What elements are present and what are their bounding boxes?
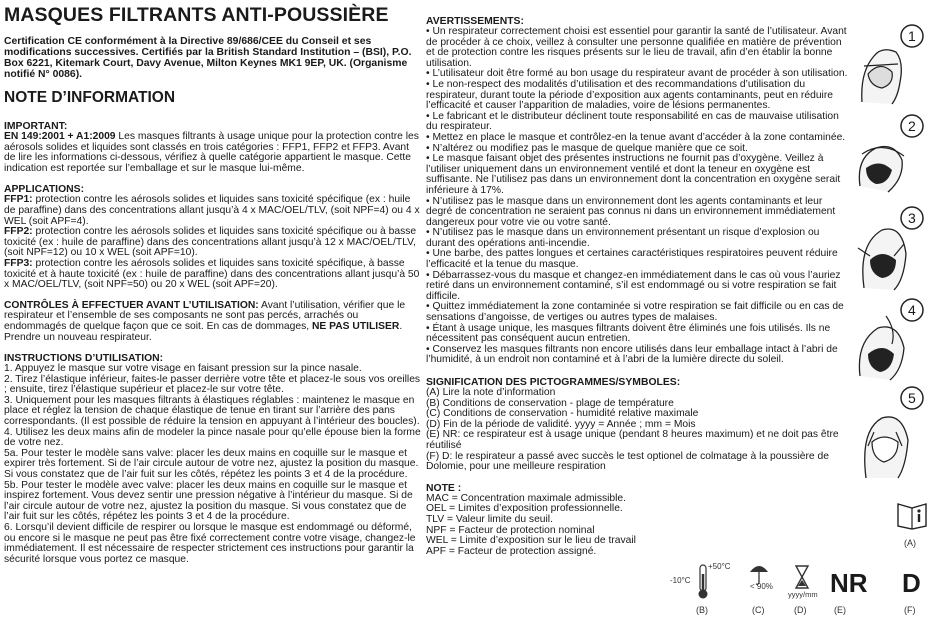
step-number-1: 1	[908, 28, 916, 44]
temp-low-label: -10°C	[670, 576, 691, 585]
note-item: OEL = Limites d’exposition professionnelle.	[426, 503, 623, 515]
instruction-step: 5a. Pour tester le modèle sans valve: placer les deux mains en coquille sur le masque et expirer très fortement. Si de l’air circule autour de votre nez, ajustez la position du masque. Si vous constatez que de l’air fuit sur les côtés, répétez les points 3 et 4 de la procédure.	[4, 447, 419, 481]
standard-ref: EN 149:2001 + A1:2009	[4, 131, 116, 142]
figure-step-4	[852, 296, 937, 384]
note-item: TLV = Valeur limite du seuil.	[426, 513, 553, 525]
note-item: NPF = Facteur de protection nominal	[426, 524, 595, 536]
pictogram-item: (D) Fin de la période de validité. yyyy = Année ; mm = Mois	[426, 418, 696, 430]
nr-symbol: NR	[830, 568, 868, 598]
warning-item: • Le fabricant et le distributeur déclinent toute responsabilité en cas de mauvaise utilisation du respirateur.	[426, 110, 839, 133]
mask-fitting-illustration-4	[852, 296, 937, 384]
warning-item: • Conservez les masques filtrants non encore utilisés dans leur emballage intact à l’abri de l’humidité, à un endroit non contaminé et à l’abri de la lumière directe du soleil.	[426, 343, 838, 366]
instruction-step: 1. Appuyez le masque sur votre visage en faisant pression sur la pince nasale.	[4, 363, 362, 375]
temp-high-label: +50°C	[708, 562, 731, 571]
hourglass-icon	[794, 564, 810, 590]
instruction-step: 2. Tirez l’élastique inférieur, faites-le passer derrière votre tête et placez-le sous vos oreilles ; ensuite, tirez l’élastique supérieur et placez-le sur votre tête.	[4, 373, 421, 396]
instruction-step: 4. Utilisez les deux mains afin de modeler la pince nasale pour qu’elle épouse bien la forme de votre nez.	[4, 426, 421, 449]
warnings-title: AVERTISSEMENTS:	[426, 16, 524, 27]
warning-item: • Le masque faisant objet des présentes instructions ne fournit pas d’oxygène. Veillez à l’utiliser uniquement dans un environnement ventilé et dont la teneur en oxygène est suffisante. Ne l’utilisez pas dans un environnement dont la concentration en oxygène serait inférieure à 17%.	[426, 153, 841, 196]
note-title: NOTE D’INFORMATION	[4, 89, 176, 106]
warning-item: • Un respirateur correctement choisi est essentiel pour garantir la santé de l’utilisateur. Avant de procéder à ce choix, veillez à consulter une personne qualifiée en matière de prévention et de protection contre les risques présents sur le lieu de travail, afin d’en établir la bonne utilisation.	[426, 26, 847, 69]
d-symbol: D	[902, 568, 921, 598]
controls-paragraph: CONTRÔLES À EFFECTUER AVANT L’UTILISATION: Avant l’utilisation, vérifier que le respirateur et l’ensemble de ses composants ne sont pas percés, arrachés ou endommagés de quelque façon que ce soit. En cas de dommages, NE PAS UTILISER. Prendre un nouveau respirateur.	[4, 299, 406, 343]
mask-fitting-illustration-1	[852, 22, 937, 110]
mask-fitting-illustration-2	[852, 112, 937, 200]
step-number-4: 4	[908, 302, 916, 318]
figure-step-1	[852, 22, 937, 110]
figures-column	[852, 0, 937, 631]
instruction-step: 3. Uniquement pour les masques filtrants à élastiques réglables : maintenez le masque en place et réglez la tension de chaque élastique de tenue en tirant sur l’arrière des pans correspondants. (Il est possible de réduire la tension en appuyant à l’intérieur des boucles).	[4, 394, 420, 428]
read-instructions-icon	[896, 500, 928, 530]
pictogram-item: (B) Conditions de conservation - plage de température	[426, 397, 674, 409]
note-label: NOTE :	[426, 482, 462, 494]
step-number-2: 2	[908, 118, 916, 134]
letter-d: (D)	[794, 605, 807, 615]
warning-item: • N’utilisez pas le masque dans un environnement présentant un risque d’explosion ou durant des opérations anti-incendie.	[426, 227, 820, 249]
note-item: WEL = Limite d’exposition sur le lieu de travail	[426, 535, 636, 547]
warning-item: • Quittez immédiatement la zone contaminée si votre respiration se fait difficile ou en cas de sensations d’angoisse, de vertiges ou autres types de malaises.	[426, 301, 844, 324]
warning-item: • N’utilisez pas le masque dans un environnement dont les agents contaminants et leur degré de concentration ne seraient pas connus ni dans un environnement immédiatement dangereux pour votre vie ou votre santé.	[426, 195, 836, 228]
note-item: MAC = Concentration maximale admissible.	[426, 492, 627, 504]
humidity-label: < 90%	[750, 582, 773, 591]
warning-item: • Le non-respect des modalités d’utilisation et des recommandations d’utilisation du respirateur, durant toute la période d’exposition aux agents contaminants, peut en réduire l’efficacité et causer l’apparition de maladies, voire de lésions permanentes.	[426, 78, 833, 112]
ffp3-paragraph: FFP3: protection contre les aérosols solides et liquides sans toxicité spécifique, à basse toxicité et à haute toxicité (ex : huile de paraffine) dans des concentrations allant jusqu’à 50 x MAC/OEL/TLV, (soit NPF=50) ou 20 x WEL (soit APF=20).	[4, 257, 420, 291]
letter-a: (A)	[904, 538, 916, 548]
step-number-3: 3	[908, 210, 916, 226]
letter-b: (B)	[696, 605, 708, 615]
note-item: APF = Facteur de protection assigné.	[426, 545, 597, 557]
pictogram-title: SIGNIFICATION DES PICTOGRAMMES/SYMBOLES:	[426, 377, 681, 388]
figure-step-3	[852, 204, 937, 292]
warning-item: • N’altérez ou modifiez pas le masque de quelque manière que ce soit.	[426, 142, 748, 154]
document-title: MASQUES FILTRANTS ANTI-POUSSIÈRE	[4, 4, 389, 26]
mask-fitting-illustration-5	[852, 384, 937, 480]
warning-item: • L’utilisateur doit être formé au bon usage du respirateur avant de procéder à son utilisation.	[426, 68, 848, 80]
mask-fitting-illustration-3	[852, 204, 937, 292]
warning-item: • Débarrassez-vous du masque et changez-en immédiatement dans le cas où vous l’auriez retiré dans un environnement contaminé, s’il est endommagé ou si votre respiration se fait difficile.	[426, 269, 841, 302]
expiry-label: yyyy/mm	[788, 590, 818, 599]
left-column	[4, 0, 422, 565]
pictogram-row	[670, 560, 868, 631]
warning-item: • Mettez en place le masque et contrôlez-en la tenue avant d’accéder à la zone contaminée.	[426, 131, 846, 143]
figure-step-5	[852, 384, 937, 480]
instruction-step: 6. Lorsqu’il devient difficile de respirer ou lorsque le masque est endommagé ou déformé, ou encore si le masque ne peut pas être fixé correctement contre votre visage, changez-le immédiatement. Il est nécessaire de respecter strictement ces instructions pour garantir la sécurité lorsque vous portez ce masque.	[4, 522, 416, 565]
warning-item: • Une barbe, des pattes longues et certaines caractéristiques respiratoires peuvent réduire l’efficacité et la tenue du masque.	[426, 248, 838, 271]
ffp1-paragraph: FFP1: protection contre les aérosols solides et liquides sans toxicité spécifique (ex : huile de paraffine) dans des concentrations allant jusqu’à 4 x MAC/OEL/TLV, (soit NPF=4) ou 4 x WEL (soit APF=4).	[4, 194, 420, 227]
instruction-step: 5b. Pour tester le modèle avec valve: placer les deux mains en coquille sur le masque et inspirez fortement. Vous devez sentir une pression négative à l’intérieur du masque. Si de l’air circule autour de votre nez, ajustez la position du masque. Si vous constatez que de l’air fuit sur les côtés, répétez les points 3 et 4 de la procédure.	[4, 479, 413, 523]
warning-item: • Étant à usage unique, les masques filtrants doivent être éliminés une fois utilisés. Ils ne nécessitent pas conséquent aucun entretien.	[426, 322, 831, 345]
pictogram-item: (A) Lire la note d’information	[426, 387, 556, 398]
pictogram-item: (F) D: le respirateur a passé avec succès le test optionel de colmatage à la poussière de Dolomie, pour une meilleure respiration	[426, 450, 829, 473]
controls-title: CONTRÔLES À EFFECTUER AVANT L’UTILISATION:	[4, 299, 259, 311]
important-paragraph: EN 149:2001 + A1:2009 Les masques filtrants à usage unique pour la protection contre les aérosols solides et liquides sont classés en trois catégories : FFP1, FFP2 et FFP3. Avant de lire les informations ci-dessous, vérifiez à quelle catégorie appartient le masque. Cette indication est reportée sur l’emballage et sur le masque lui-même.	[4, 131, 419, 174]
applications-title: APPLICATIONS:	[4, 184, 85, 196]
step-number-5: 5	[908, 390, 916, 406]
letter-c: (C)	[752, 605, 765, 615]
figure-step-2	[852, 112, 937, 200]
ffp2-paragraph: FFP2: protection contre les aérosols solides et liquides sans toxicité spécifique ou à basse toxicité (ex : huile de paraffine) dans des concentrations allant jusqu’à 12 x MAC/OEL/TLV, (soit NPF=12) ou 10 x WEL (soit APF=10).	[4, 226, 417, 259]
instructions-title: INSTRUCTIONS D’UTILISATION:	[4, 353, 164, 365]
middle-column	[426, 0, 868, 615]
letter-e: (E)	[834, 605, 846, 615]
important-title: IMPORTANT:	[4, 121, 68, 132]
letter-f: (F)	[904, 605, 916, 615]
pictogram-item: (E) NR: ce respirateur est à usage unique (pendant 8 heures maximum) et ne doit pas être réutilisé	[426, 429, 839, 451]
certification-text: Certification CE conformément à la Directive 89/686/CEE du Conseil et ses modifications successives. Certifiés par la British Standard Institution – (BSI), P.O. Box 6221, Kitemark Court, Davy Avenue, Milton Keynes MK1 9EP, UK. (Organisme notifié N° 0086).	[4, 36, 412, 80]
pictogram-item: (C) Conditions de conservation - humidité relative maximale	[426, 408, 699, 420]
